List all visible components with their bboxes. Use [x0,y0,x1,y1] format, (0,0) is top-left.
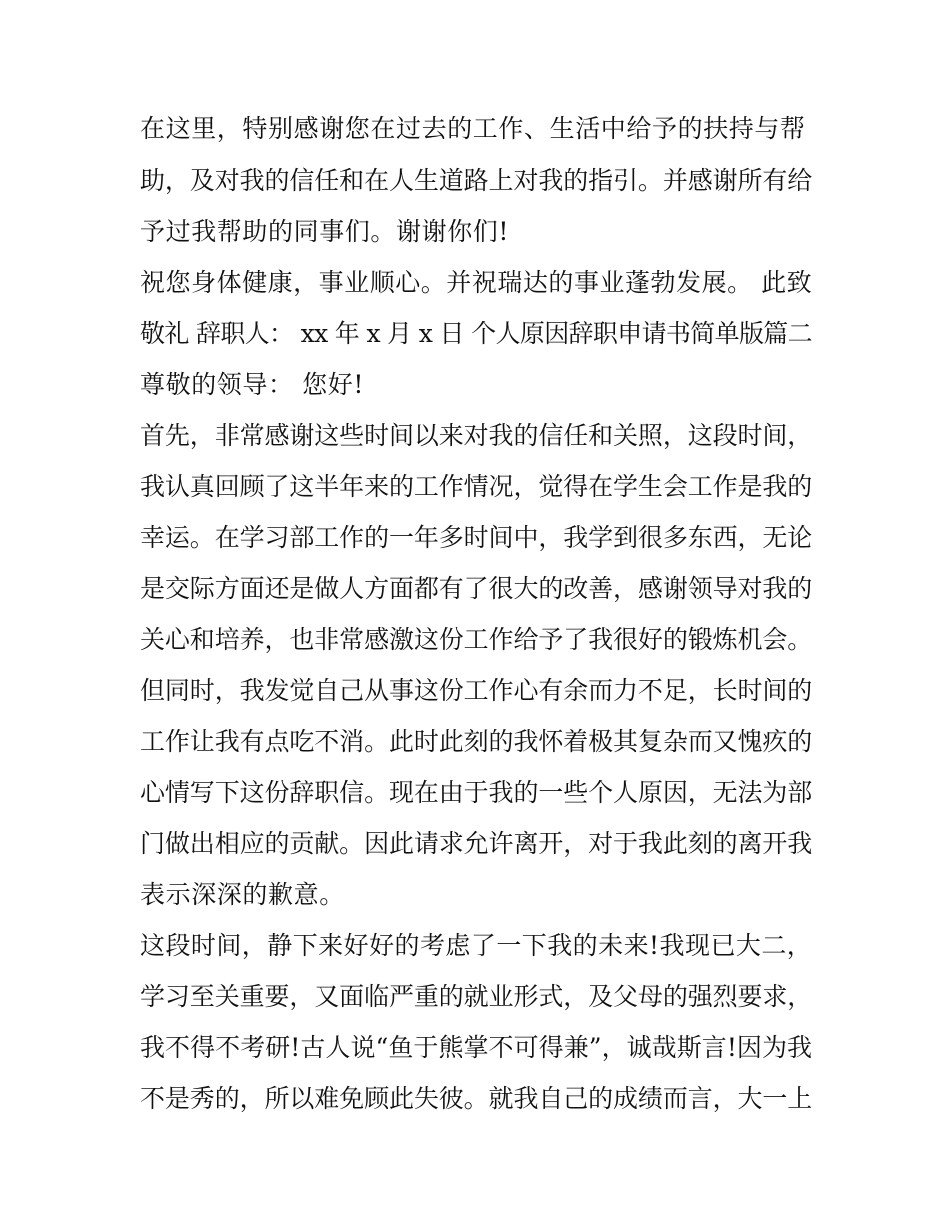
text-line: 在这里，特别感谢您在过去的工作、生活中给予的扶持与帮 [140,114,806,143]
text-line: 关心和培养，也非常感激这份工作给予了我很好的锻炼机会。 [140,625,813,654]
text-line: 我认真回顾了这半年来的工作情况，觉得在学生会工作是我的 [140,472,813,501]
text-line: 尊敬的领导： 您好! [140,370,364,399]
text-line: 我不得不考研!古人说“鱼于熊掌不可得兼”，诚哉斯言!因为我 [140,1033,813,1062]
text-line: 是交际方面还是做人方面都有了很大的改善，感谢领导对我的 [140,574,813,603]
text-line: 不是秀的，所以难免顾此失彼。就我自己的成绩而言，大一上 [140,1084,813,1113]
text-line: 工作让我有点吃不消。此时此刻的我怀着极其复杂而又愧疚的 [140,727,813,756]
text-line: 学习至关重要，又面临严重的就业形式，及父母的强烈要求， [140,982,813,1011]
text-line: 表示深深的歉意。 [140,880,345,909]
text-line: 助，及对我的信任和在人生道路上对我的指引。并感谢所有给 [140,166,813,195]
text-line: 门做出相应的贡献。因此请求允许离开，对于我此刻的离开我 [140,829,813,858]
text-line: 这段时间，静下来好好的考虑了一下我的未来!我现已大二， [140,931,813,960]
text-line: 首先，非常感谢这些时间以来对我的信任和关照，这段时间， [140,421,813,450]
text-line: 敬礼 辞职人： xx 年 x 月 x 日 个人原因辞职申请书简单版篇二 [140,319,812,348]
text-line: 祝您身体健康，事业顺心。并祝瑞达的事业蓬勃发展。 此致 [140,268,813,297]
text-line: 心情写下这份辞职信。现在由于我的一些个人原因，无法为部 [140,778,813,807]
text-line: 予过我帮助的同事们。谢谢你们! [140,217,510,246]
text-line: 但同时，我发觉自己从事这份工作心有余而力不足，长时间的 [140,676,813,705]
text-line: 幸运。在学习部工作的一年多时间中，我学到很多东西，无论 [140,523,813,552]
